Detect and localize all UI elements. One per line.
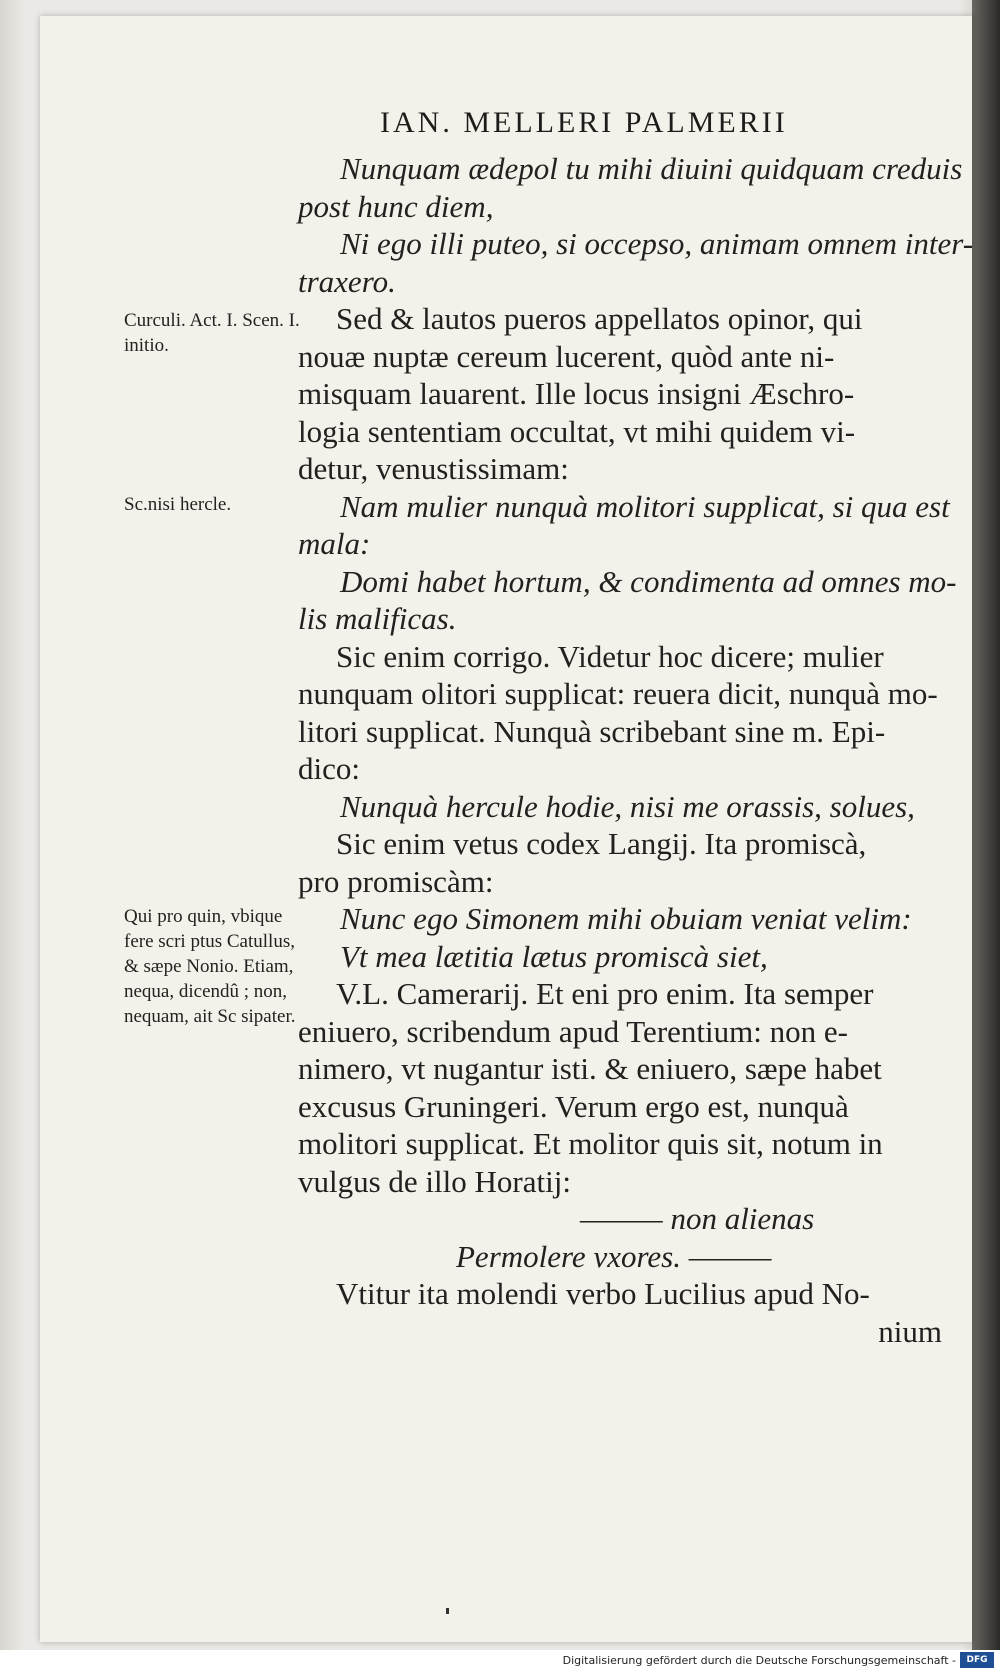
running-head: IAN. MELLERI PALMERII bbox=[380, 106, 788, 139]
dfg-logo: DFG bbox=[960, 1652, 994, 1668]
text-line: Nunquam ædepol tu mihi diuini quidquam creduis bbox=[340, 151, 963, 186]
margin-note-scnisi: Sc.nisi hercle. bbox=[124, 494, 232, 515]
catchword: nium bbox=[878, 1313, 942, 1349]
page-mark bbox=[446, 1608, 449, 1614]
text-line: pro promiscàm: bbox=[298, 863, 494, 899]
text-line: Ni ego illi puteo, si occepso, animam omnem inter- bbox=[340, 226, 974, 261]
text-line: excusus Gruningeri. Verum ergo est, nunquà bbox=[298, 1088, 849, 1124]
text-line: Nunquà hercule hodie, nisi me orassis, solues, bbox=[340, 788, 915, 824]
text-line: post hunc diem, bbox=[298, 188, 494, 224]
text-line: Domi habet hortum, & condimenta ad omnes mo- bbox=[340, 563, 957, 599]
digitization-footer bbox=[0, 1650, 1000, 1672]
text-line: ——— non alienas bbox=[580, 1201, 815, 1236]
funding-credit: Digitalisierung gefördert durch die Deutsche Forschungsgemeinschaft - bbox=[562, 1654, 956, 1667]
text-line: misquam lauarent. Ille locus insigni Æschro- bbox=[298, 376, 855, 411]
margin-note-qui-pro-quin: Qui pro quin, vbique fere scri ptus Catullus, & sæpe Nonio. Etiam, nequa, dicendû ; non, nequam, ait Sc sipater. bbox=[124, 906, 296, 1027]
text-line: eniuero, scribendum apud Terentium: non e- bbox=[298, 1013, 848, 1049]
text-line: Sic enim corrigo. Videtur hoc dicere; mulier bbox=[336, 638, 884, 674]
main-text bbox=[298, 150, 974, 1350]
book-edge-shadow bbox=[972, 0, 1000, 1672]
text-line: dico: bbox=[298, 751, 360, 786]
text-line: V.L. Camerarij. Et eni pro enim. Ita semper bbox=[336, 976, 874, 1011]
text-line: Nunc ego Simonem mihi obuiam veniat velim: bbox=[340, 901, 912, 936]
text-line: molitori supplicat. Et molitor quis sit, notum in bbox=[298, 1126, 883, 1161]
text-line: mala: bbox=[298, 526, 371, 561]
text-line: logia sententiam occultat, vt mihi quidem vi- bbox=[298, 413, 856, 449]
text-line: detur, venustissimam: bbox=[298, 451, 569, 486]
text-line: nimero, vt nugantur isti. & eniuero, sæpe habet bbox=[298, 1051, 882, 1086]
text-line: Vtitur ita molendi verbo Lucilius apud No- bbox=[336, 1276, 870, 1311]
text-line: nunquam olitori supplicat: reuera dicit, nunquà mo- bbox=[298, 676, 938, 711]
text-line: Nam mulier nunquà molitori supplicat, si qua est bbox=[340, 488, 950, 524]
text-line: traxero. bbox=[298, 263, 396, 299]
text-line: Sed & lautos pueros appellatos opinor, qui bbox=[336, 301, 863, 336]
margin-note-curculi: Curculi. Act. I. Scen. I. initio. bbox=[124, 310, 300, 356]
text-line: nouæ nuptæ cereum lucerent, quòd ante ni- bbox=[298, 338, 835, 374]
text-line: Vt mea lætitia lætus promiscà siet, bbox=[340, 938, 768, 974]
text-line: vulgus de illo Horatij: bbox=[298, 1163, 571, 1199]
text-line: lis malificas. bbox=[298, 601, 457, 636]
text-line: litori supplicat. Nunquà scribebant sine m. Epi- bbox=[298, 713, 886, 749]
text-line: Sic enim vetus codex Langij. Ita promiscà, bbox=[336, 826, 867, 861]
text-line: Permolere vxores. ——— bbox=[456, 1238, 772, 1274]
